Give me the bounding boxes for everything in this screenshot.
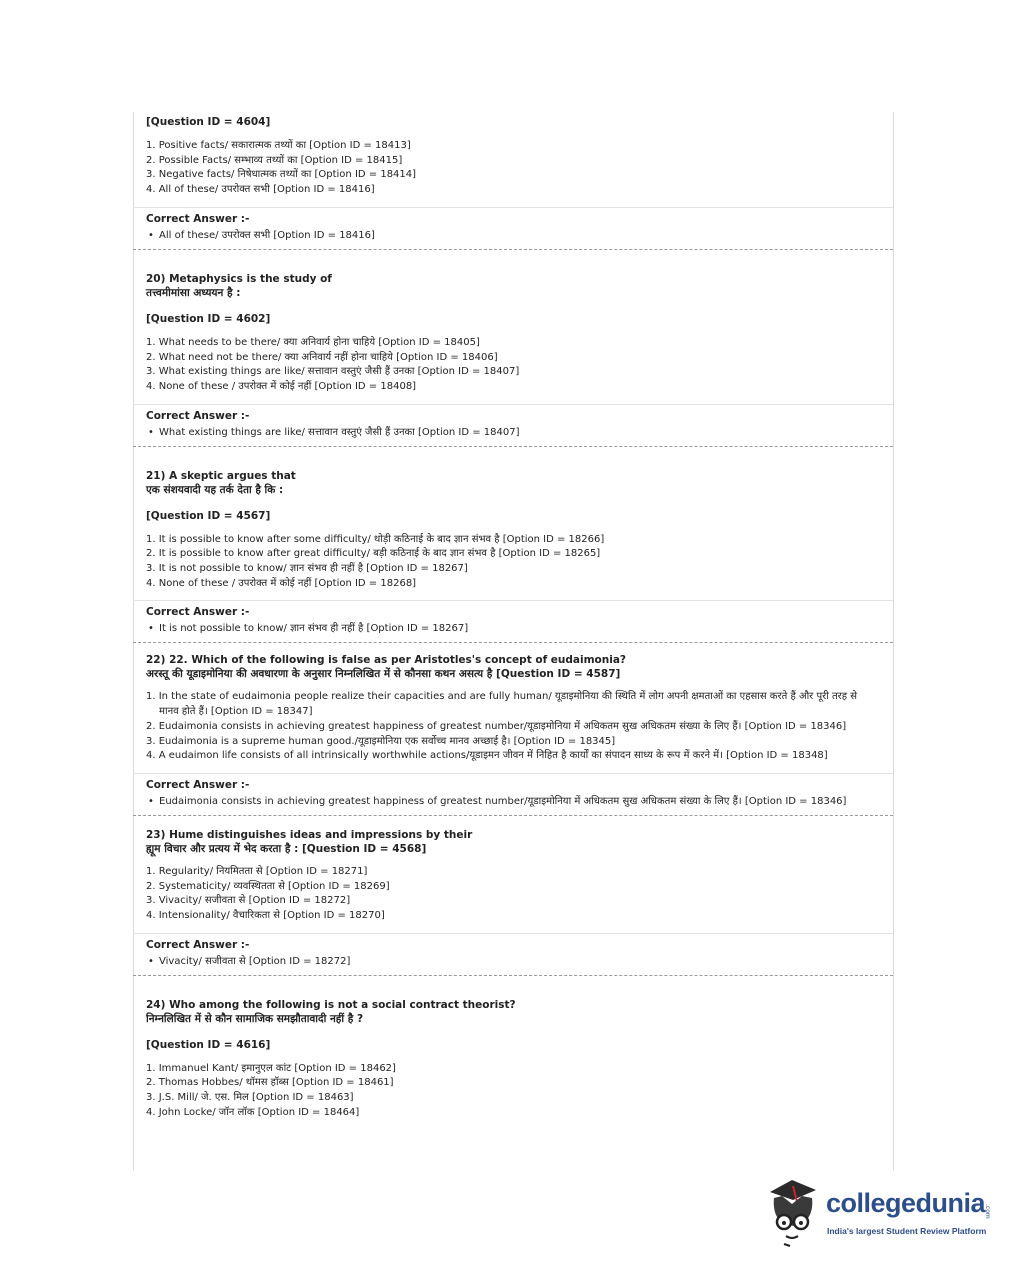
option: 1. Regularity/ नियमितता से [Option ID = 18271]: [146, 865, 368, 877]
collegedunia-logo: [762, 1176, 992, 1252]
correct-answer-label: Correct Answer :-: [146, 606, 250, 619]
option: 3. What existing things are like/ सत्तावान वस्तुएं जैसी हैं उनका [Option ID = 18407]: [146, 366, 520, 378]
option: 2. Eudaimonia consists in achieving greatest happiness of greatest number/यूडाइमोनिया में अधिकतम सुख अधिकतम संख्या के लिए हैं। [Option ID = 18346]: [146, 720, 847, 732]
question-title: 21) A skeptic argues that: [146, 469, 296, 482]
question-title: 23) Hume distinguishes ideas and impressions by their: [146, 828, 473, 841]
student-mascot-icon: [762, 1176, 824, 1248]
question-title-hindi: ह्यूम विचार और प्रत्यय में भेद करता है : [Question ID = 4568]: [146, 842, 427, 855]
option: 2. What need not be there/ क्या अनिवार्य नहीं होना चाहिये [Option ID = 18406]: [146, 351, 498, 363]
bullet-icon: •: [148, 426, 154, 438]
correct-answer-label: Correct Answer :-: [146, 938, 250, 951]
options-list: [146, 139, 886, 198]
question-id: [Question ID = 4616]: [146, 1038, 271, 1051]
correct-answer: Vivacity/ सजीवता से [Option ID = 18272]: [159, 955, 351, 967]
bullet-icon: •: [148, 623, 154, 635]
correct-answer-label: Correct Answer :-: [146, 409, 250, 422]
option: 4. All of these/ उपरोक्त सभी [Option ID = 18416]: [146, 184, 375, 196]
correct-answer: Eudaimonia consists in achieving greatest happiness of greatest number/यूडाइमोनिया में अधिकतम सुख अधिकतम संख्या के लिए हैं। [Option ID = 18346]: [159, 795, 847, 807]
correct-answer-label: Correct Answer :-: [146, 212, 250, 225]
bullet-icon: •: [148, 955, 154, 967]
options-list: [146, 336, 886, 395]
option: 2. It is possible to know after great difficulty/ बड़ी कठिनाई के बाद ज्ञान संभव है [Option ID = 18265]: [146, 548, 601, 560]
option: 4. John Locke/ जॉन लॉक [Option ID = 18464]: [146, 1106, 360, 1118]
correct-answer: What existing things are like/ सत्तावान वस्तुएं जैसी हैं उनका [Option ID = 18407]: [159, 426, 520, 438]
question-id: [Question ID = 4567]: [146, 509, 271, 522]
option: 3. It is not possible to know/ ज्ञान संभव ही नहीं है [Option ID = 18267]: [146, 563, 468, 575]
correct-answer: It is not possible to know/ ज्ञान संभव ही नहीं है [Option ID = 18267]: [159, 623, 469, 635]
option: 3. J.S. Mill/ जे. एस. मिल [Option ID = 18463]: [146, 1092, 354, 1104]
question-title: 20) Metaphysics is the study of: [146, 272, 332, 285]
option: 3. Negative facts/ निषेधात्मक तथ्यों का [Option ID = 18414]: [146, 169, 417, 181]
option: 1. What needs to be there/ क्या अनिवार्य होना चाहिये [Option ID = 18405]: [146, 336, 480, 348]
logo-wordmark: collegedunia: [826, 1188, 986, 1218]
correct-answer: All of these/ उपरोक्त सभी [Option ID = 18416]: [159, 229, 375, 241]
option: 1. Positive facts/ सकारात्मक तथ्यों का [Option ID = 18413]: [146, 140, 411, 151]
option: 3. Eudaimonia is a supreme human good./यूडाइमोनिया एक सर्वोच्च मानव अच्छाई है। [Option ID = 18345]: [146, 735, 616, 747]
option: 2. Thomas Hobbes/ थॉमस हॉब्स [Option ID = 18461]: [146, 1077, 394, 1089]
option: 1. In the state of eudaimonia people realize their capacities and are fully human/ यूडाइमोनिया की स्थिति में लोग अपनी क्षमताओं का एहसास करते हैं और पूरी तरह से: [146, 691, 858, 703]
bullet-icon: •: [148, 229, 154, 241]
question-id: [Question ID = 4604]: [146, 116, 271, 128]
bullet-icon: •: [148, 795, 154, 807]
correct-answer-label: Correct Answer :-: [146, 778, 250, 791]
option: 2. Possible Facts/ सम्भाव्य तथ्यों का [Option ID = 18415]: [146, 154, 403, 166]
question-id: [Question ID = 4602]: [146, 312, 271, 325]
question-title-hindi: निम्नलिखित में से कौन सामाजिक समझौतावादी नहीं है ?: [146, 1012, 364, 1025]
option: 1. It is possible to know after some difficulty/ थोड़ी कठिनाई के बाद ज्ञान संभव है [Option ID = 18266]: [146, 533, 605, 545]
options-list: [146, 690, 886, 764]
option: 4. Intensionality/ वैचारिकता से [Option ID = 18270]: [146, 910, 385, 922]
options-list: [146, 533, 886, 592]
question-title-hindi: अरस्तू की यूडाइमोनिया की अवधारणा के अनुसार निम्नलिखित में से कौनसा कथन असत्य है [Question ID = 4587]: [146, 668, 621, 681]
options-list: [146, 1062, 886, 1121]
logo-domain: .com: [984, 1204, 991, 1219]
option: 4. A eudaimon life consists of all intrinsically worthwhile actions/यूडाइमन जीवन में निहित है कार्यों का संपादन साध्य के रूप में करने में। [Option ID = 18348]: [146, 750, 828, 762]
logo-tagline: India's largest Student Review Platform: [827, 1226, 987, 1236]
option: 4. None of these / उपरोक्त में कोई नहीं [Option ID = 18408]: [146, 380, 417, 392]
question-title: 22) 22. Which of the following is false as per Aristotles's concept of eudaimonia?: [146, 654, 627, 667]
question-paper: [146, 112, 886, 1121]
options-list: [146, 865, 886, 924]
question-title-hindi: एक संशयवादी यह तर्क देता है कि :: [146, 483, 284, 496]
question-title: 24) Who among the following is not a social contract theorist?: [146, 998, 516, 1011]
question-title-hindi: तत्त्वमीमांसा अध्ययन है :: [146, 286, 241, 299]
option: 2. Systematicity/ व्यवस्थितता से [Option ID = 18269]: [146, 880, 390, 892]
option-continuation: मानव होते हैं। [Option ID = 18347]: [159, 706, 313, 718]
option: 3. Vivacity/ सजीवता से [Option ID = 18272]: [146, 895, 351, 907]
option: 1. Immanuel Kant/ इमानुएल कांट [Option ID = 18462]: [146, 1062, 396, 1074]
option: 4. None of these / उपरोक्त में कोई नहीं [Option ID = 18268]: [146, 577, 417, 589]
